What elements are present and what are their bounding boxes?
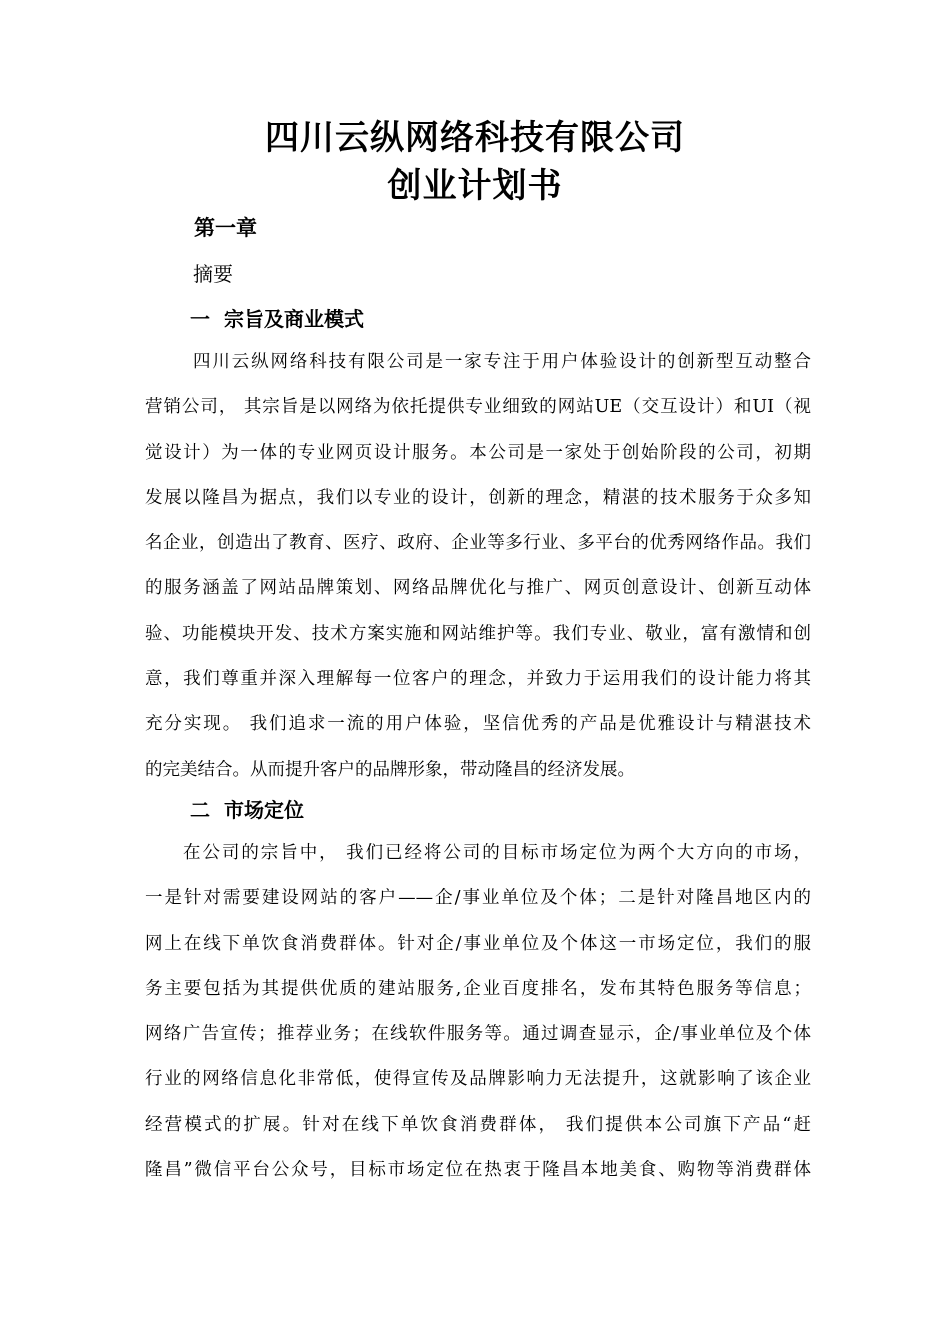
section-title: 宗旨及商业模式 xyxy=(224,307,364,331)
section-body-mission xyxy=(145,347,811,800)
paragraph-line: 的完美结合。从而提升客户的品牌形象，带动隆昌的经济发展。 xyxy=(145,759,635,780)
section-body-market xyxy=(145,838,811,1200)
paragraph-line: 务主要包括为其提供优质的建站服务,企业百度排名，发布其特色服务等信息； xyxy=(145,978,811,999)
paragraph-line: 在公司的宗旨中， 我们已经将公司的目标市场定位为两个大方向的市场， xyxy=(183,843,811,863)
paragraph-line: 发展以隆昌为据点，我们以专业的设计，创新的理念，精湛的技术服务于众多知 xyxy=(145,487,811,508)
section-number: 二 xyxy=(190,798,210,822)
paragraph-line: 一是针对需要建设网站的客户——企/事业单位及个体；二是针对隆昌地区内的 xyxy=(145,888,811,909)
paragraph-line: 营销公司， 其宗旨是以网络为依托提供专业细致的网站UE（交互设计）和UI（视 xyxy=(145,397,811,418)
section-heading-market xyxy=(190,795,304,825)
section-title: 市场定位 xyxy=(224,798,304,822)
paragraph-line: 觉设计）为一体的专业网页设计服务。本公司是一家处于创始阶段的公司，初期 xyxy=(145,442,811,463)
paragraph-line: 充分实现。 我们追求一流的用户体验，坚信优秀的产品是优雅设计与精湛技术 xyxy=(145,714,811,735)
document-subtitle: 创业计划书 xyxy=(387,166,563,206)
document-title: 四川云纵网络科技有限公司 xyxy=(265,118,685,158)
paragraph-line: 隆昌”微信平台公众号，目标市场定位在热衷于隆昌本地美食、购物等消费群体 xyxy=(145,1160,811,1181)
chapter-heading: 第一章 xyxy=(194,216,257,240)
paragraph-line: 经营模式的扩展。针对在线下单饮食消费群体， 我们提供本公司旗下产品“赶 xyxy=(145,1114,811,1135)
section-number: 一 xyxy=(190,307,210,331)
paragraph-line: 名企业，创造出了教育、医疗、政府、企业等多行业、多平台的优秀网络作品。我们 xyxy=(145,533,811,554)
paragraph-line: 网络广告宣传；推荐业务；在线软件服务等。通过调查显示，企/事业单位及个体 xyxy=(145,1024,811,1045)
paragraph-line: 网上在线下单饮食消费群体。针对企/事业单位及个体这一市场定位，我们的服 xyxy=(145,933,811,954)
paragraph-line: 四川云纵网络科技有限公司是一家专注于用户体验设计的创新型互动整合 xyxy=(193,352,811,372)
paragraph-line: 行业的网络信息化非常低，使得宣传及品牌影响力无法提升，这就影响了该企业 xyxy=(145,1069,811,1090)
section-heading-mission xyxy=(190,304,364,334)
paragraph-line: 的服务涵盖了网站品牌策划、网络品牌优化与推广、网页创意设计、创新互动体 xyxy=(145,578,811,599)
paragraph-line: 验、功能模块开发、技术方案实施和网站维护等。我们专业、敬业，富有激情和创 xyxy=(145,623,811,644)
abstract-label: 摘要 xyxy=(193,262,233,286)
paragraph-line: 意，我们尊重并深入理解每一位客户的理念，并致力于运用我们的设计能力将其 xyxy=(145,669,811,690)
